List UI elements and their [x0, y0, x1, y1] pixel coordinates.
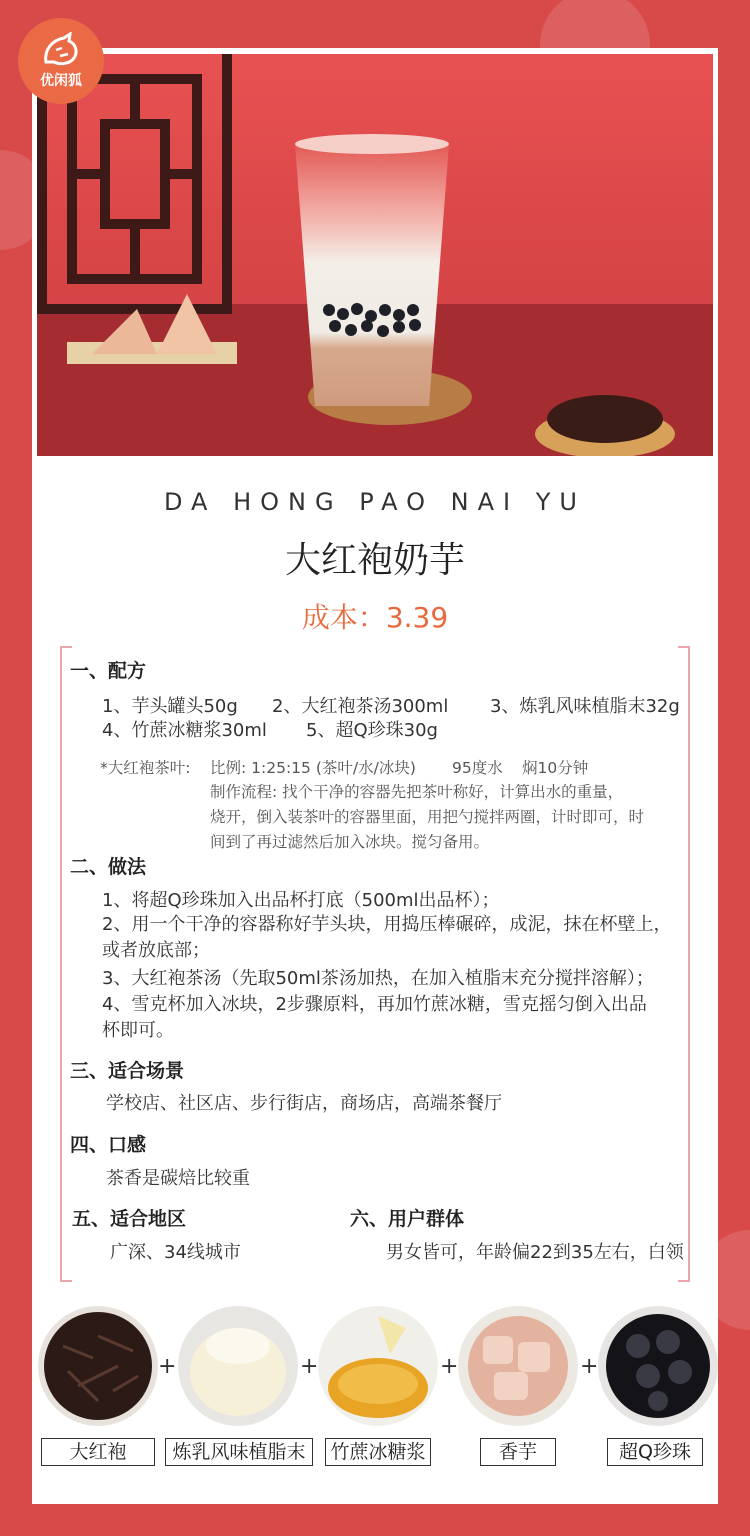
- pearls-image: [598, 1306, 718, 1426]
- method-line: 4、雪克杯加入冰块，2步骤原料，再加竹蔗冰糖，雪克摇匀倒入出品: [102, 994, 647, 1015]
- plus-sign: +: [440, 1354, 459, 1379]
- recipe-heading: 一、配方: [70, 660, 147, 682]
- tea-process-line: 制作流程: 找个干净的容器先把茶叶称好，计算出水的重量，: [210, 783, 624, 801]
- syrup-image: [318, 1306, 438, 1426]
- ingredient-label: 炼乳风味植脂末: [165, 1438, 313, 1466]
- cost-label: 成本：3.39: [301, 601, 449, 634]
- english-subtitle: DA HONG PAO NAI YU: [164, 488, 586, 516]
- page-title: [32, 532, 718, 583]
- taste-text: 茶香是碳焙比较重: [106, 1168, 250, 1189]
- taste-heading: 四、口感: [70, 1134, 147, 1156]
- scene-text: 学校店、社区店、步行街店，商场店，高端茶餐厅: [106, 1093, 502, 1114]
- scene-heading: 三、适合场景: [70, 1060, 185, 1082]
- tea-time: 焖10分钟: [522, 759, 589, 777]
- recipe-item: 5、超Q珍珠30g: [306, 720, 438, 741]
- recipe-item: 1、芋头罐头50g: [102, 696, 238, 717]
- tea-label: *大红袍茶叶:: [100, 759, 191, 777]
- method-line: 或者放底部；: [102, 940, 210, 961]
- users-text: 男女皆可，年龄偏22到35左右，白领: [386, 1242, 684, 1263]
- ingredient-label: 香芋: [480, 1438, 556, 1466]
- ingredient-label: 竹蔗冰糖浆: [325, 1438, 431, 1466]
- taro-image: [458, 1306, 578, 1426]
- title-text: 大红袍奶芋: [273, 532, 477, 583]
- users-heading: 六、用户群体: [350, 1208, 465, 1230]
- fox-icon: [40, 32, 82, 68]
- recipe-item: 2、大红袍茶汤300ml: [272, 696, 449, 717]
- plus-sign: +: [158, 1354, 177, 1379]
- ingredient-label: 超Q珍珠: [607, 1438, 703, 1466]
- method-line: 杯即可。: [102, 1020, 174, 1041]
- method-line: 1、将超Q珍珠加入出品杯打底（500ml出品杯）；: [102, 890, 500, 911]
- tea-leaves-image: [38, 1306, 158, 1426]
- tea-ratio: 比例: 1:25:15 (茶叶/水/冰块): [210, 759, 416, 777]
- creamer-powder-image: [178, 1306, 298, 1426]
- tea-process-line: 烧开，倒入装茶叶的容器里面，用把勺搅拌两圈，计时即可，时: [210, 808, 645, 826]
- brand-logo: [18, 18, 104, 104]
- plus-sign: +: [300, 1354, 319, 1379]
- ingredient-label: 大红袍: [41, 1438, 155, 1466]
- hero-image: [37, 54, 713, 456]
- recipe-frame: [60, 646, 690, 1282]
- recipe-card: [32, 48, 718, 1504]
- plus-sign: +: [580, 1354, 599, 1379]
- logo-text: 优闲狐: [40, 73, 82, 89]
- tea-temp: 95度水: [452, 759, 503, 777]
- recipe-item: 3、炼乳风味植脂末32g: [490, 696, 680, 717]
- region-text: 广深、34线城市: [110, 1242, 241, 1263]
- method-line: 2、用一个干净的容器称好芋头块，用捣压棒碾碎，成泥，抹在杯壁上，: [102, 914, 672, 935]
- recipe-item: 4、竹蔗冰糖浆30ml: [102, 720, 267, 741]
- tea-process-line: 间到了再过滤然后加入冰块。搅匀备用。: [210, 833, 490, 851]
- method-line: 3、大红袍茶汤（先取50ml茶汤加热，在加入植脂末充分搅拌溶解）；: [102, 968, 654, 989]
- method-heading: 二、做法: [70, 856, 147, 878]
- region-heading: 五、适合地区: [72, 1208, 187, 1230]
